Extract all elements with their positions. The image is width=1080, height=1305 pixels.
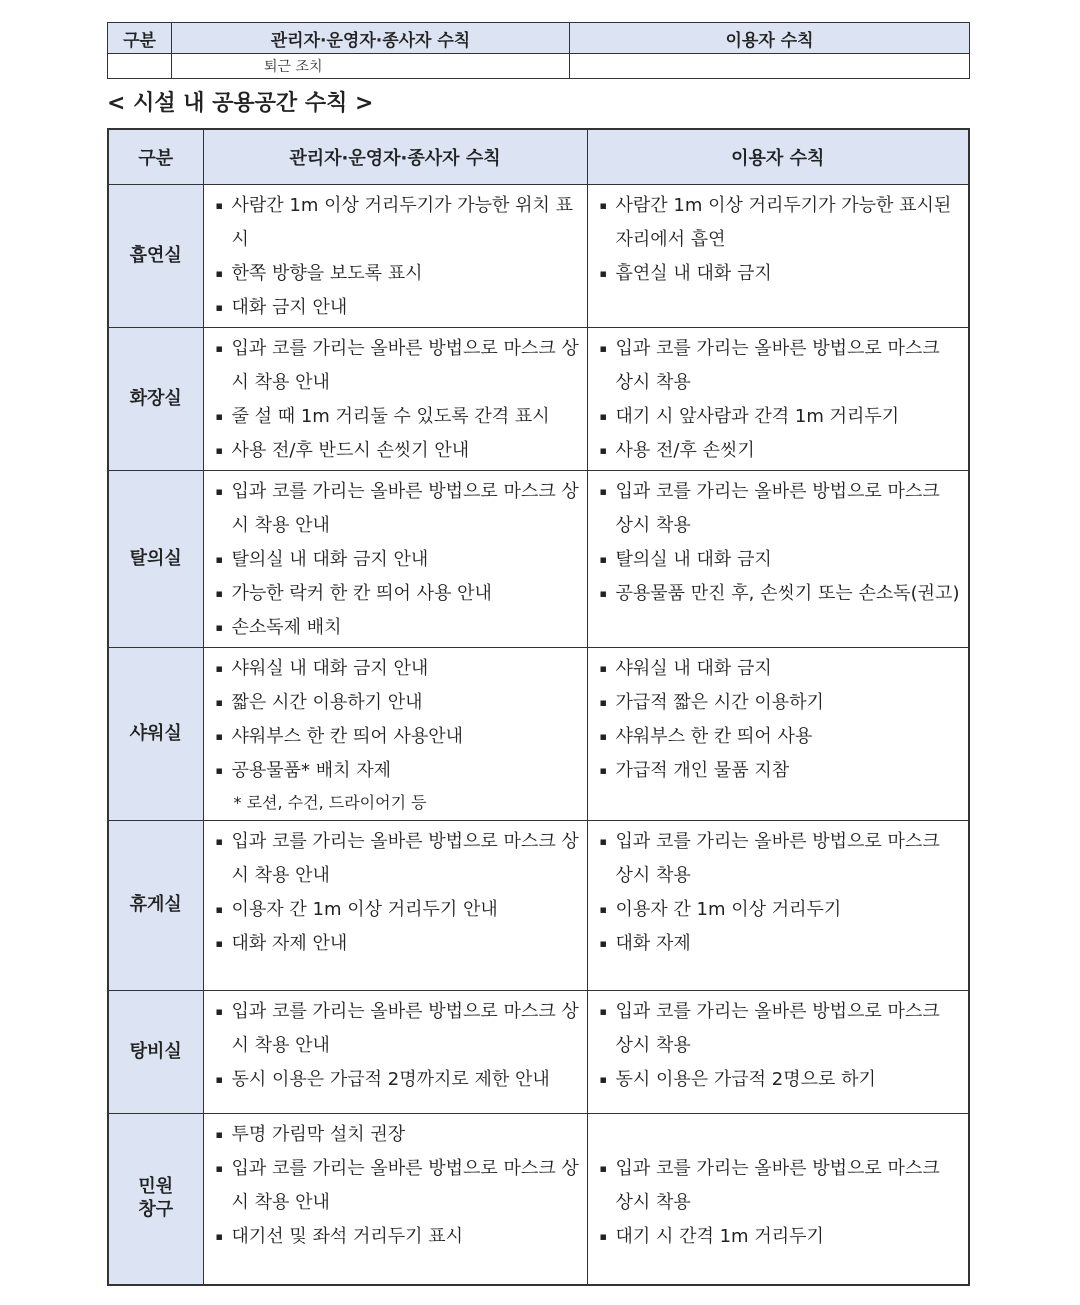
list-item: ▪ 공용물품 만진 후, 손씻기 또는 손소독(권고): [596, 577, 963, 611]
header-staff-rules: 관리자·운영자·종사자 수칙: [172, 23, 570, 54]
table-row-shower-room: [108, 648, 969, 821]
category-lounge: 휴게실: [108, 821, 203, 991]
category-locker-room: 탈의실: [108, 471, 203, 648]
staff-rules-list: [212, 995, 581, 1097]
cell-staff-note: 퇴근 조치: [172, 54, 570, 79]
category-shower-room: 샤워실: [108, 648, 203, 821]
list-item: ▪ 대화 자제 안내: [212, 927, 581, 961]
list-item: ▪ 짧은 시간 이용하기 안내: [212, 686, 581, 720]
footnote: * 로션, 수건, 드라이어기 등: [233, 793, 427, 812]
list-item: ▪ 입과 코를 가리는 올바른 방법으로 마스크 상시 착용 안내: [212, 995, 581, 1063]
staff-rules-list: [212, 332, 581, 468]
user-rules-list: [596, 189, 963, 291]
table-row-pantry: [108, 991, 969, 1114]
list-item: ▪ 탈의실 내 대화 금지: [596, 543, 963, 577]
staff-rules-list: [212, 825, 581, 961]
header-category: 구분: [108, 23, 172, 54]
list-item: ▪ 사용 전/후 손씻기: [596, 434, 963, 468]
user-rules-list: [596, 825, 963, 961]
list-item: ▪ 투명 가림막 설치 권장: [212, 1118, 581, 1152]
staff-rules-list: [212, 1118, 581, 1254]
list-item: ▪ 흡연실 내 대화 금지: [596, 257, 963, 291]
list-item: ▪ 한쪽 방향을 보도록 표시: [212, 257, 581, 291]
category-pantry: 탕비실: [108, 991, 203, 1114]
list-item: ▪ 입과 코를 가리는 올바른 방법으로 마스크 상시 착용: [596, 475, 963, 543]
list-item: ▪ 이용자 간 1m 이상 거리두기: [596, 893, 963, 927]
list-item: ▪ 대기 시 간격 1m 거리두기: [596, 1220, 963, 1254]
table-row: [108, 54, 970, 79]
category-smoking-room: 흡연실: [108, 185, 203, 328]
category-line: 창구: [138, 1198, 174, 1220]
previous-rules-table: [107, 22, 970, 79]
list-item: ▪ 탈의실 내 대화 금지 안내: [212, 543, 581, 577]
cell-category: [108, 54, 172, 79]
list-item: ▪ 이용자 간 1m 이상 거리두기 안내: [212, 893, 581, 927]
list-item: ▪ 사람간 1m 이상 거리두기가 가능한 표시된 자리에서 흡연: [596, 189, 963, 257]
list-item: ▪ 입과 코를 가리는 올바른 방법으로 마스크 상시 착용 안내: [212, 332, 581, 400]
list-item: ▪ 입과 코를 가리는 올바른 방법으로 마스크 상시 착용 안내: [212, 475, 581, 543]
table-row-smoking-room: [108, 185, 969, 328]
category-restroom: 화장실: [108, 328, 203, 471]
header-category: 구분: [108, 129, 203, 185]
staff-rules-list: [212, 652, 581, 818]
table-header-row: [108, 129, 969, 185]
table-row-service-counter: [108, 1114, 969, 1285]
table-row-restroom: [108, 328, 969, 471]
list-item: ▪ 동시 이용은 가급적 2명으로 하기: [596, 1063, 963, 1097]
list-item: ▪ 가급적 개인 물품 지참: [596, 754, 963, 788]
list-item: ▪ 샤워실 내 대화 금지: [596, 652, 963, 686]
list-item: ▪ 손소독제 배치: [212, 611, 581, 645]
list-item: ▪ 가능한 락커 한 칸 띄어 사용 안내: [212, 577, 581, 611]
list-item: ▪ 사람간 1m 이상 거리두기가 가능한 위치 표시: [212, 189, 581, 257]
list-item: ▪ 입과 코를 가리는 올바른 방법으로 마스크 상시 착용: [596, 825, 963, 893]
user-rules-list: [596, 652, 963, 788]
user-rules-list: [596, 995, 963, 1097]
list-item: ▪ 샤워부스 한 칸 띄어 사용안내: [212, 720, 581, 754]
spacer: [596, 1118, 963, 1152]
list-item: ▪ 대화 금지 안내: [212, 291, 581, 325]
list-item: ▪ 공용물품* 배치 자제: [212, 754, 581, 788]
header-user-rules: 이용자 수칙: [570, 23, 970, 54]
cell-user: [570, 54, 970, 79]
list-item: ▪ 입과 코를 가리는 올바른 방법으로 마스크 상시 착용: [596, 1152, 963, 1220]
common-space-rules-table: [107, 128, 970, 1286]
user-rules-list: [596, 475, 963, 611]
list-item: ▪ 대화 자제: [596, 927, 963, 961]
staff-rules-list: [212, 189, 581, 325]
list-item: ▪ 줄 설 때 1m 거리둘 수 있도록 간격 표시: [212, 400, 581, 434]
list-item: ▪ 사용 전/후 반드시 손씻기 안내: [212, 434, 581, 468]
list-item: ▪ 대기 시 앞사람과 간격 1m 거리두기: [596, 400, 963, 434]
list-item: ▪ 동시 이용은 가급적 2명까지로 제한 안내: [212, 1063, 581, 1097]
user-rules-list: [596, 332, 963, 468]
staff-rules-list: [212, 475, 581, 645]
table-row-lounge: [108, 821, 969, 991]
list-item: ▪ 입과 코를 가리는 올바른 방법으로 마스크 상시 착용 안내: [212, 1152, 581, 1220]
section-title: < 시설 내 공용공간 수칙 >: [107, 91, 374, 116]
list-item: ▪ 대기선 및 좌석 거리두기 표시: [212, 1220, 581, 1254]
header-staff-rules: 관리자·운영자·종사자 수칙: [203, 129, 587, 185]
list-item: ▪ 입과 코를 가리는 올바른 방법으로 마스크 상시 착용: [596, 995, 963, 1063]
list-item: ▪ 입과 코를 가리는 올바른 방법으로 마스크 상시 착용 안내: [212, 825, 581, 893]
list-item: ▪ 샤워부스 한 칸 띄어 사용: [596, 720, 963, 754]
category-line: 민원: [138, 1176, 174, 1198]
category-service-counter: [108, 1114, 203, 1285]
table-header-row: [108, 23, 970, 54]
user-rules-list: [596, 1118, 963, 1254]
table-row-locker-room: [108, 471, 969, 648]
header-user-rules: 이용자 수칙: [587, 129, 969, 185]
list-item: ▪ 입과 코를 가리는 올바른 방법으로 마스크 상시 착용: [596, 332, 963, 400]
list-item: ▪ 가급적 짧은 시간 이용하기: [596, 686, 963, 720]
list-item: ▪ 샤워실 내 대화 금지 안내: [212, 652, 581, 686]
